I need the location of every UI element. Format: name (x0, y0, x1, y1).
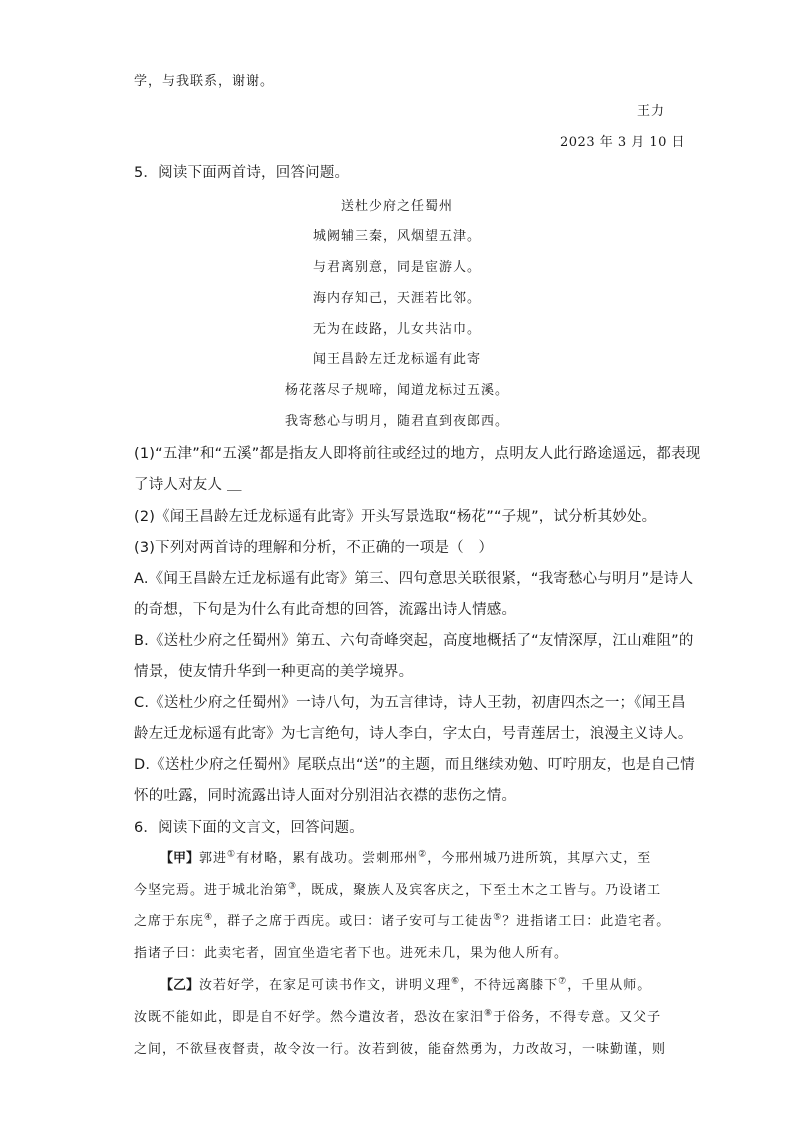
passage-jia-line-2: 今坚完焉。进于城北治第③，既成，聚族人及宾客庆之，下至土木之工皆与。乃设诸工 (134, 881, 662, 898)
sub-question-2: (2)《闻王昌龄左迁龙标遥有此寄》开头写景选取“杨花”“子规”，试分析其妙处。 (134, 509, 657, 525)
passage-yi-line-3: 之间，不欲昼夜督责，故令汝一行。汝若到彼，能奋然勇为，力改故习，一味勤谨，则 (134, 1042, 667, 1057)
option-c-cont: 龄左迁龙标遥有此寄》为七言绝句，诗人李白，字太白，号青莲居士，浪漫主义诗人。 (134, 726, 693, 742)
passage-jia-line-1: 【甲】郭进①有材略，累有战功。尝刺邢州②，今邢州城乃进所筑，其厚六丈，至 (160, 849, 652, 866)
sub-question-1: (1)“五津”和“五溪”都是指友人即将前往或经过的地方，点明友人此行路途遥远，都表现 (134, 446, 701, 462)
poem1-line: 与君离别意，同是宦游人。 (312, 260, 481, 275)
letter-signature: 王力 (637, 104, 666, 119)
option-d: D.《送杜少府之任蜀州》尾联点出“送”的主题，而且继续劝勉、叮咛朋友，也是自己情 (134, 757, 695, 773)
option-b-cont: 情景，使友情升华到一种更高的美学境界。 (134, 664, 414, 680)
passage-jia-line-3: 之席于东庑④，群子之席于西庑。或曰：诸子安可与工徒齿⑤？进指诸工曰：此造宅者。 (134, 912, 671, 929)
poem2-line: 我寄愁心与明月，随君直到夜郎西。 (284, 414, 509, 429)
passage-yi-line-1: 【乙】汝若好学，在家足可读书作文，讲明义理⑥，不待远离膝下⑦，千里从师。 (160, 976, 652, 993)
poem2-line: 杨花落尽子规啼，闻道龙标过五溪。 (284, 383, 509, 398)
footnote-marker: ⑥ (451, 976, 461, 987)
footnote-marker: ① (227, 849, 237, 860)
poem1-line: 无为在歧路，儿女共沾巾。 (312, 322, 481, 337)
poem1-line: 城阙辅三秦，风烟望五津。 (312, 229, 481, 244)
passage-yi-label: 【乙】 (160, 978, 200, 993)
footnote-marker: ⑤ (493, 912, 503, 923)
footnote-marker: ⑦ (558, 976, 568, 987)
option-c: C.《送杜少府之任蜀州》一诗八句，为五言律诗，诗人王勃，初唐四杰之一；《闻王昌 (134, 695, 686, 711)
poem1-title: 送杜少府之任蜀州 (340, 199, 453, 214)
question-6-heading: 6．阅读下面的文言文，回答问题。 (134, 820, 364, 836)
passage-jia-line-4: 指诸子曰：此卖宅者，固宜坐造宅者下也。进死未几，果为他人所有。 (134, 946, 569, 961)
option-d-cont: 怀的吐露，同时流露出诗人面对分别泪沾衣襟的悲伤之情。 (134, 788, 517, 804)
passage-jia-label: 【甲】 (160, 851, 200, 866)
poem2-title: 闻王昌龄左迁龙标遥有此寄 (312, 352, 481, 367)
sub-question-1-cont: 了诗人对友人 ＿ (134, 477, 242, 493)
option-a: A.《闻王昌龄左迁龙标遥有此寄》第三、四句意思关联很紧，“我寄愁心与明月”是诗人 (134, 571, 694, 587)
option-b: B.《送杜少府之任蜀州》第五、六句奇峰突起，高度地概括了“友情深厚，江山难阻”的 (134, 633, 694, 649)
question-5-heading: 5．阅读下面两首诗，回答问题。 (134, 165, 350, 181)
footnote-marker: ② (418, 849, 428, 860)
letter-closing-line: 学，与我联系，谢谢。 (134, 74, 275, 89)
passage-yi-line-2: 汝既不能如此，即是自不好学。然今遣汝者，恐汝在家汨⑧于俗务，不得专意。又父子 (134, 1008, 662, 1025)
footnote-marker: ⑧ (484, 1008, 494, 1019)
footnote-marker: ④ (204, 912, 214, 923)
footnote-marker: ③ (288, 881, 298, 892)
letter-date: 2023 年 3 月 10 日 (560, 135, 686, 150)
poem1-line: 海内存知己，天涯若比邻。 (312, 291, 481, 306)
sub-question-3: (3)下列对两首诗的理解和分析，不正确的一项是（ ） (134, 540, 494, 556)
option-a-cont: 的奇想，下句是为什么有此奇想的回答，流露出诗人情感。 (134, 602, 517, 618)
